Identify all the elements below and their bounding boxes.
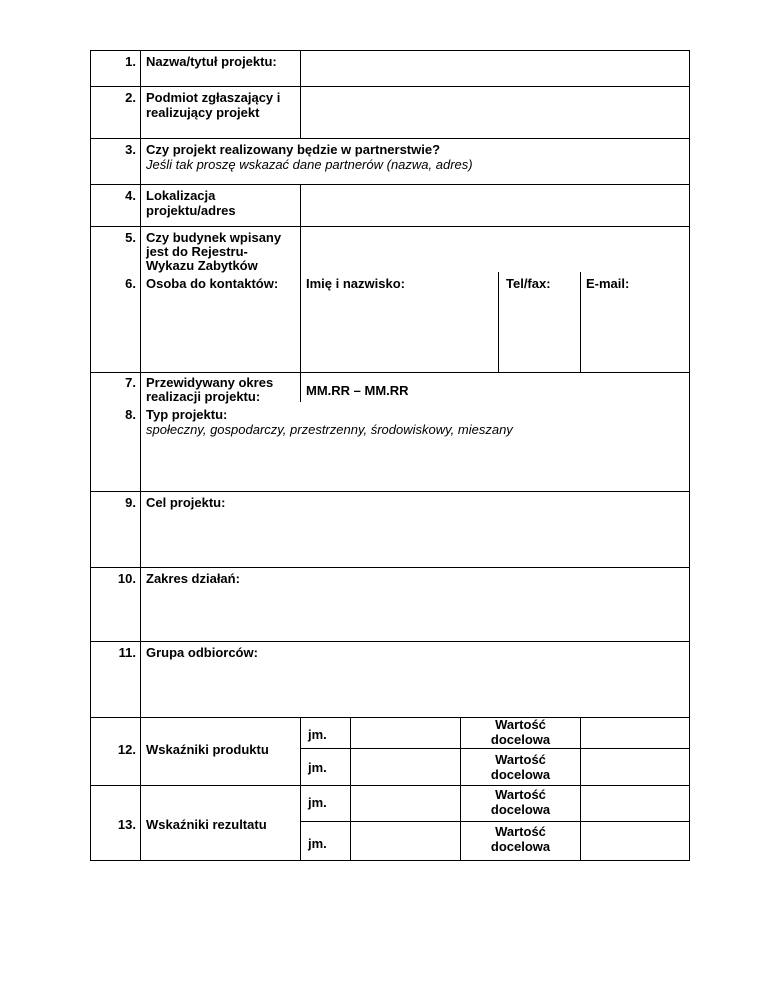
row-number: 4. (125, 188, 136, 203)
contact-email-header: E-mail: (586, 276, 630, 291)
location-label-line1: Lokalizacja (146, 188, 216, 203)
row-number: 7. (125, 375, 136, 390)
heritage-label-line2: jest do Rejestru- (146, 244, 248, 259)
target-value-label-line2: docelowa (490, 767, 551, 782)
unit-label: jm. (308, 795, 327, 810)
target-value-label-line1: Wartość (495, 717, 546, 732)
project-form (90, 50, 690, 861)
row-number: 6. (125, 276, 136, 291)
heritage-label-line3: Wykazu Zabytków (146, 258, 258, 273)
row-number: 1. (125, 54, 136, 69)
unit-label: jm. (308, 727, 327, 742)
project-type-label: Typ projektu: (146, 407, 228, 422)
row-number: 5. (125, 230, 136, 245)
period-label-line2: realizacji projektu: (146, 389, 261, 404)
applicant-label-line1: Podmiot zgłaszający i (146, 90, 281, 105)
project-type-options: społeczny, gospodarczy, przestrzenny, środowiskowy, mieszany (146, 422, 513, 437)
row-number: 2. (125, 90, 136, 105)
project-title-field[interactable] (301, 51, 689, 86)
unit-label: jm. (308, 760, 327, 775)
row-number: 3. (125, 142, 136, 157)
row-number: 13. (117, 817, 136, 832)
project-title-label: Nazwa/tytuł projektu: (146, 54, 277, 69)
scope-label: Zakres działań: (146, 571, 240, 586)
target-value-label-line2: docelowa (490, 802, 551, 817)
applicant-field[interactable] (301, 87, 689, 138)
unit-label: jm. (308, 836, 327, 851)
contact-name-header: Imię i nazwisko: (306, 276, 405, 291)
heritage-label-line1: Czy budynek wpisany (146, 230, 282, 245)
recipients-label: Grupa odbiorców: (146, 645, 258, 660)
partnership-label: Czy projekt realizowany będzie w partnerstwie? (146, 142, 441, 157)
target-value-label-line1: Wartość (495, 752, 546, 767)
row-number: 12. (117, 742, 136, 757)
partnership-note: Jeśli tak proszę wskazać dane partnerów (nazwa, adres) (146, 157, 473, 172)
applicant-label-line2: realizujący projekt (146, 105, 260, 120)
row-number: 11. (118, 645, 136, 660)
period-label-line1: Przewidywany okres (146, 375, 274, 390)
row-number: 8. (125, 407, 136, 422)
target-value-label-line2: docelowa (490, 839, 551, 854)
target-value-label-line1: Wartość (495, 824, 546, 839)
row-number: 9. (125, 495, 136, 510)
location-label-line2: projektu/adres (146, 203, 236, 218)
project-goal-label: Cel projektu: (146, 495, 226, 510)
result-indicators-label: Wskaźniki rezultatu (146, 817, 267, 832)
row-number: 10. (117, 571, 136, 586)
target-value-label-line2: docelowa (490, 732, 551, 747)
target-value-label-line1: Wartość (495, 787, 546, 802)
period-value: MM.RR – MM.RR (306, 383, 409, 398)
contact-person-label: Osoba do kontaktów: (146, 276, 279, 291)
location-field[interactable] (301, 185, 689, 226)
contact-tel-header: Tel/fax: (506, 276, 551, 291)
product-indicators-label: Wskaźniki produktu (146, 742, 269, 757)
